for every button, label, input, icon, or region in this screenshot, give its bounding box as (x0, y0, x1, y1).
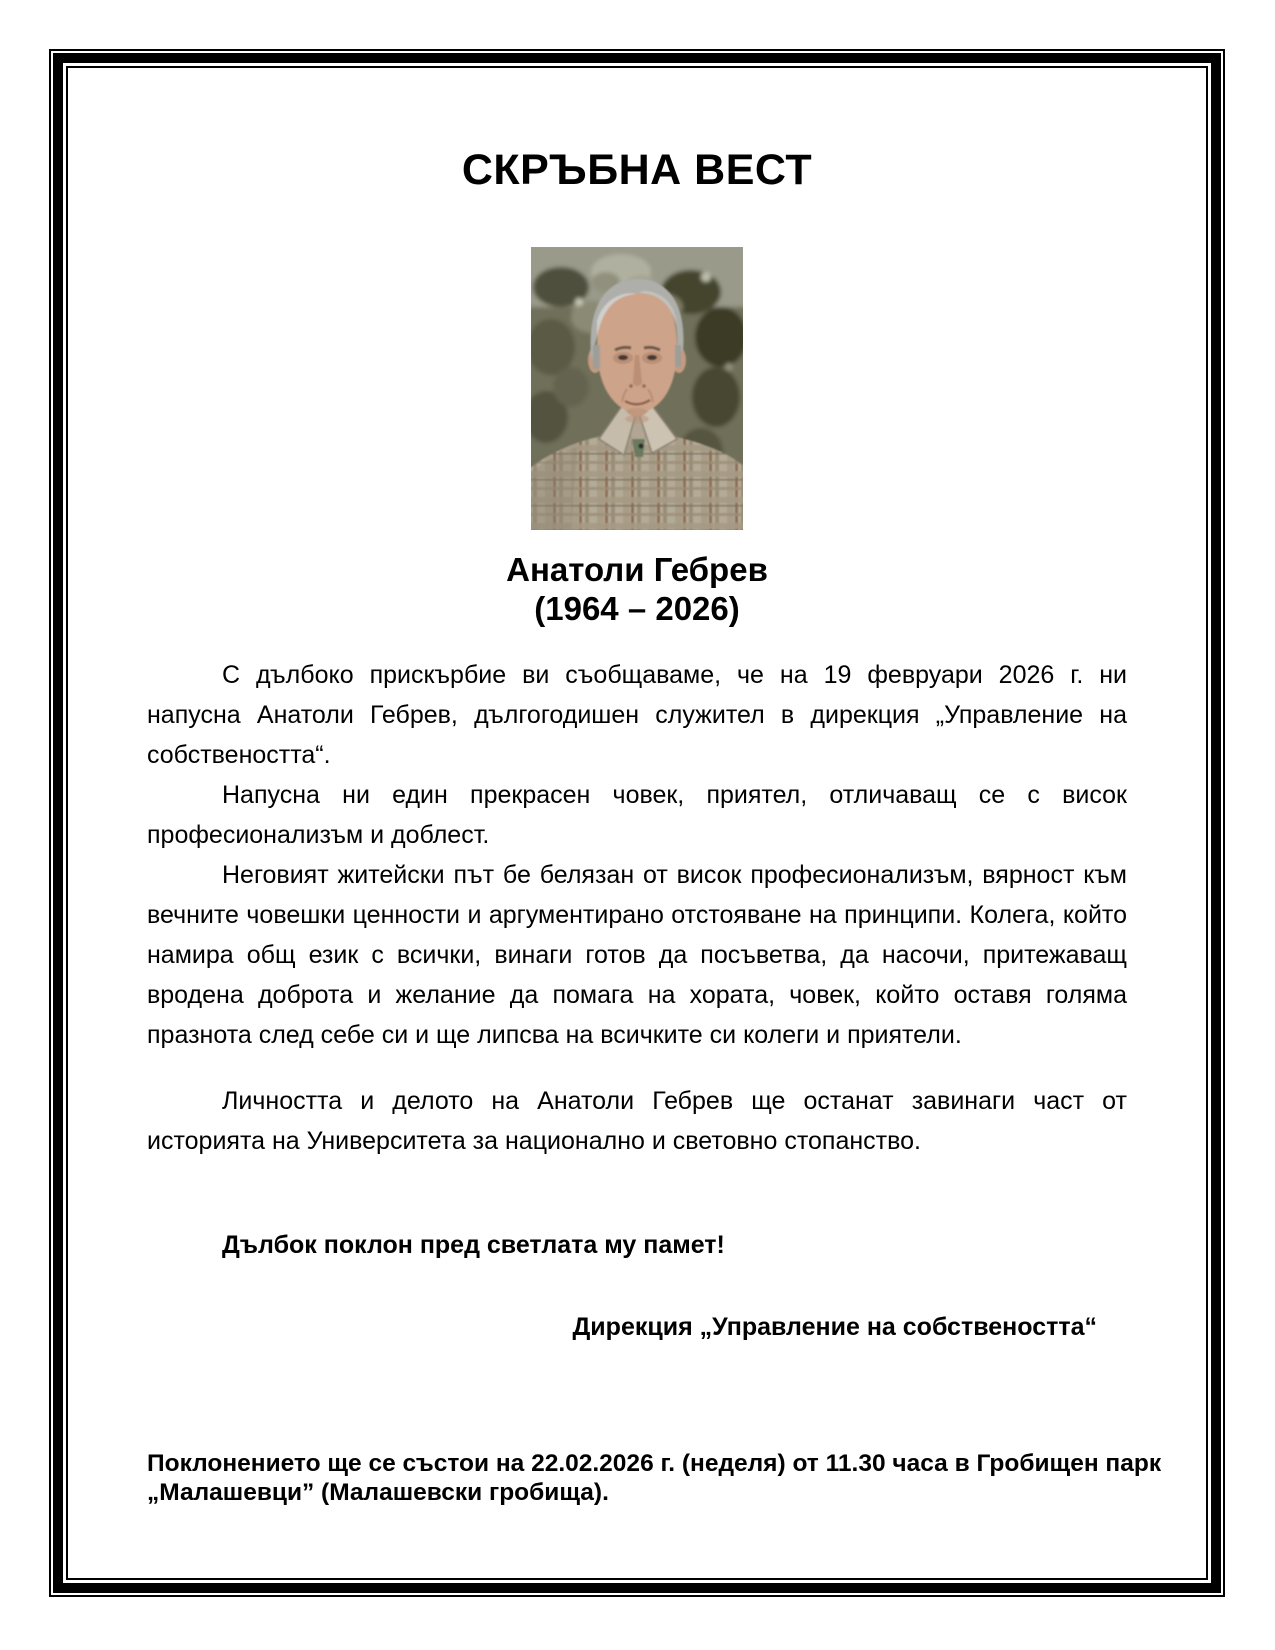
obituary-text (147, 655, 1127, 1347)
deceased-name: Анатоли Гебрев (506, 551, 768, 588)
portrait-photo (531, 247, 743, 530)
ceremony-info-line: „Малашевци” (Малашевски гробища). (147, 1479, 609, 1506)
signature-line: Дирекция „Управление на собствеността“ (572, 1313, 1097, 1341)
page-frame-band (53, 53, 1221, 1593)
document-body (66, 66, 1208, 1580)
document-title: СКРЪБНА ВЕСТ (461, 146, 813, 194)
page-frame (49, 49, 1225, 1597)
obituary-paragraph: С дълбоко прискърбие ви съобщаваме, че на 19 февруари 2026 г. ни напусна Анатоли Гебрев, дългогодишен служител в дирекция „Управление на собствеността“. (147, 661, 1127, 769)
obituary-paragraph: Неговият житейски път бе белязан от висок професионализъм, вярност към вечните човешки ценности и аргументирано отстояване на принципи. Колега, който намира общ език с всички, винаги готов да посъветва, да насочи, притежаващ вродена доброта и желание да помага на хората, човек, който оставя голяма празнота след себе си и ще липсва на всичките си колеги и приятели. (147, 861, 1127, 1049)
obituary-paragraph: Личността и делото на Анатоли Гебрев ще останат завинаги част от историята на Университета за национално и световно стопанство. (147, 1087, 1127, 1155)
ceremony-info-line: Поклонението ще се състои на 22.02.2026 г. (неделя) от 11.30 часа в Гробищен парк (147, 1450, 1162, 1477)
obituary-paragraph: Напусна ни един прекрасен човек, приятел, отличаващ се с висок професионализъм и доблест. (147, 781, 1127, 849)
deceased-years: (1964 – 2026) (534, 590, 740, 627)
ceremony-info (147, 1449, 1162, 1507)
tribute-line: Дълбок поклон пред светлата му памет! (222, 1231, 725, 1259)
